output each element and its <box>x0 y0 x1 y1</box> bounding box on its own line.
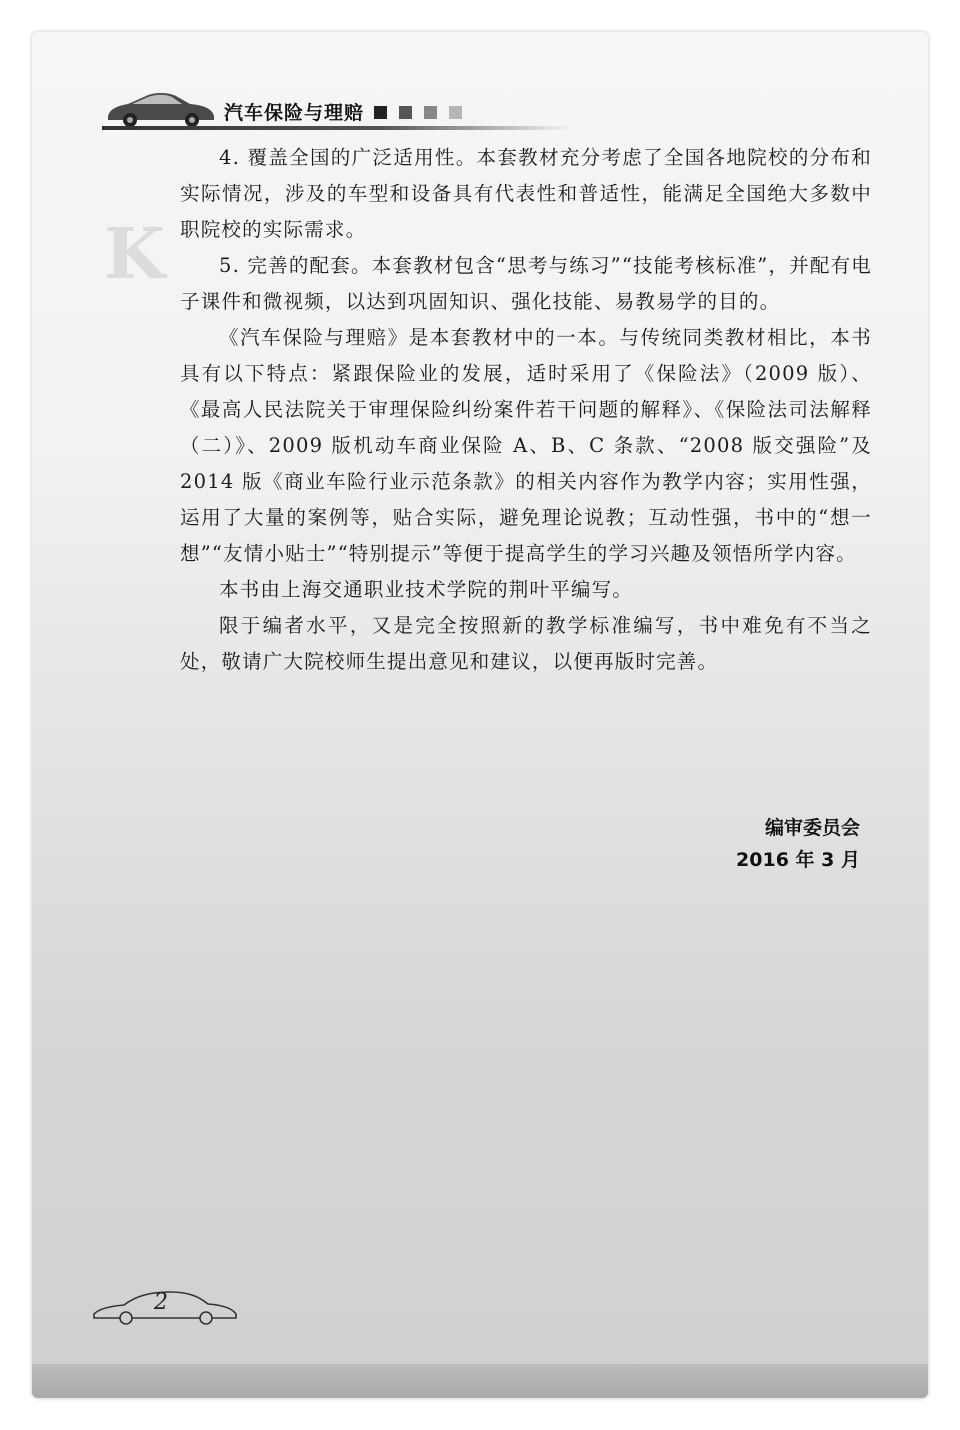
square-marker <box>399 106 412 119</box>
decorative-squares <box>374 104 474 123</box>
header-rule <box>102 126 572 130</box>
page-number: 2 <box>154 1290 168 1315</box>
paragraph: 限于编者水平，又是完全按照新的教学标准编写，书中难免有不当之处，敬请广大院校师生提出意见和建议，以便再版时完善。 <box>180 614 872 673</box>
signature-block <box>736 812 860 876</box>
running-header <box>102 84 582 132</box>
square-marker <box>374 106 387 119</box>
page-number-badge <box>90 1284 240 1326</box>
square-marker <box>449 106 462 119</box>
body-text <box>180 140 872 680</box>
paragraph: 5. 完善的配套。本套教材包含“思考与练习”“技能考核标准”，并配有电子课件和微视频，以达到巩固知识、强化技能、易教易学的目的。 <box>180 254 872 313</box>
book-page <box>32 32 928 1398</box>
square-marker <box>424 106 437 119</box>
book-title: 汽车保险与理赔 <box>224 102 365 124</box>
signature-date: 2016 年 3 月 <box>736 849 860 871</box>
paragraph: 本书由上海交通职业技术学院的荆叶平编写。 <box>219 578 634 601</box>
paragraph: 4. 覆盖全国的广泛适用性。本套教材充分考虑了全国各地院校的分布和实际情况，涉及的车型和设备具有代表性和普适性，能满足全国绝大多数中职院校的实际需求。 <box>180 146 872 241</box>
car-icon <box>102 84 218 128</box>
show-through-mark: K <box>104 212 195 295</box>
committee-name: 编审委员会 <box>764 817 860 839</box>
bottom-band <box>32 1364 928 1398</box>
paragraph: 《汽车保险与理赔》是本套教材中的一本。与传统同类教材相比，本书具有以下特点：紧跟保险业的发展，适时采用了《保险法》（2009 版）、《最高人民法院关于审理保险纠纷案件若干问题的解释》、《保险法司法解释（二）》、2009 版机动车商业保险 A、B、C 条款、“2008 版交强险”及 2014 版《商业车险行业示范条款》的相关内容作为教学内容；实用性强，运用了大量的案例等，贴合实际，避免理论说教；互动性强，书中的“想一想”“友情小贴士”“特别提示”等便于提高学生的学习兴趣及领悟所学内容。 <box>180 326 872 565</box>
